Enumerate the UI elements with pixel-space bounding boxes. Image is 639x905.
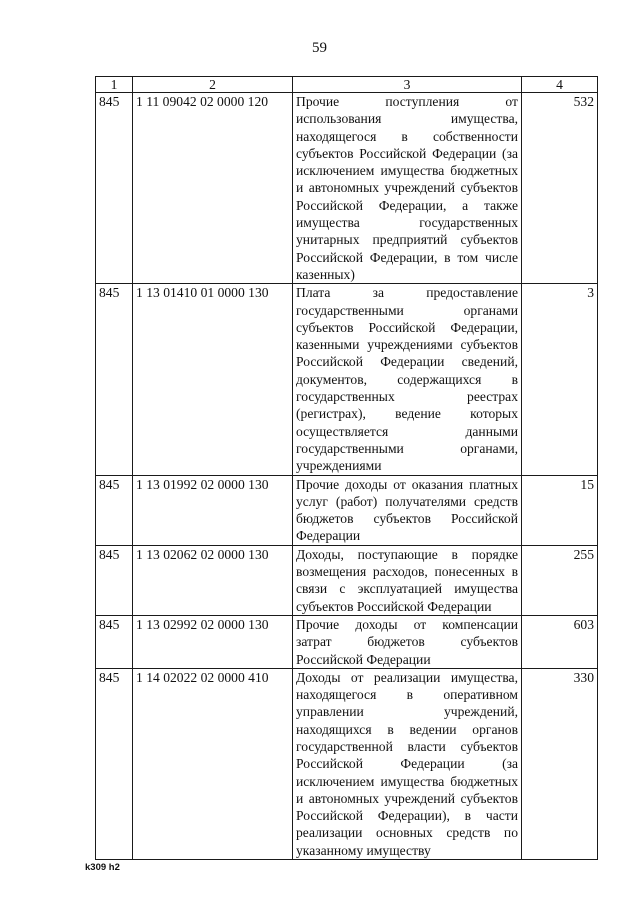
- table-header-row: [96, 77, 598, 93]
- budget-code-cell: 1 11 09042 02 0000 120: [133, 93, 293, 284]
- column-header-3: 3: [293, 77, 522, 93]
- footer-document-code: k309 h2: [85, 862, 120, 873]
- budget-code-cell: 1 13 02062 02 0000 130: [133, 545, 293, 615]
- description-cell: Прочие поступления от использования имущества, находящегося в собственности субъектов Российской Федерации (за исключением имущества бюджетных и автономных учреждений субъектов Российской Федерации, а также имущества государственных унитарных предприятий субъектов Российской Федерации, в том числе казенных): [293, 93, 522, 284]
- admin-code-cell: 845: [96, 284, 133, 475]
- revenue-table: [95, 76, 598, 860]
- amount-cell: 330: [522, 668, 598, 859]
- admin-code-cell: 845: [96, 93, 133, 284]
- table-row: [96, 475, 598, 545]
- admin-code-cell: 845: [96, 615, 133, 668]
- table-row: [96, 93, 598, 284]
- column-header-4: 4: [522, 77, 598, 93]
- amount-cell: 255: [522, 545, 598, 615]
- budget-code-cell: 1 13 02992 02 0000 130: [133, 615, 293, 668]
- amount-cell: 532: [522, 93, 598, 284]
- amount-cell: 3: [522, 284, 598, 475]
- budget-code-cell: 1 13 01992 02 0000 130: [133, 475, 293, 545]
- table-row: [96, 284, 598, 475]
- amount-cell: 15: [522, 475, 598, 545]
- amount-cell: 603: [522, 615, 598, 668]
- description-cell: Доходы от реализации имущества, находящегося в оперативном управлении учреждений, находящихся в ведении органов государственной власти субъектов Российской Федерации (за исключением имущества бюджетных и автономных учреждений субъектов Российской Федерации), в части реализации основных средств по указанному имуществу: [293, 668, 522, 859]
- table-row: [96, 615, 598, 668]
- admin-code-cell: 845: [96, 668, 133, 859]
- description-cell: Доходы, поступающие в порядке возмещения расходов, понесенных в связи с эксплуатацией имущества субъектов Российской Федерации: [293, 545, 522, 615]
- description-cell: Прочие доходы от компенсации затрат бюджетов субъектов Российской Федерации: [293, 615, 522, 668]
- column-header-2: 2: [133, 77, 293, 93]
- table-row: [96, 668, 598, 859]
- budget-code-cell: 1 13 01410 01 0000 130: [133, 284, 293, 475]
- budget-code-cell: 1 14 02022 02 0000 410: [133, 668, 293, 859]
- admin-code-cell: 845: [96, 475, 133, 545]
- column-header-1: 1: [96, 77, 133, 93]
- description-cell: Плата за предоставление государственными органами субъектов Российской Федерации, казенными учреждениями субъектов Российской Федерации сведений, документов, содержащихся в государственных реестрах (регистрах), ведение которых осуществляется данными государственными органами, учреждениями: [293, 284, 522, 475]
- description-cell: Прочие доходы от оказания платных услуг (работ) получателями средств бюджетов субъектов Российской Федерации: [293, 475, 522, 545]
- admin-code-cell: 845: [96, 545, 133, 615]
- table-row: [96, 545, 598, 615]
- page-number: 59: [312, 40, 327, 56]
